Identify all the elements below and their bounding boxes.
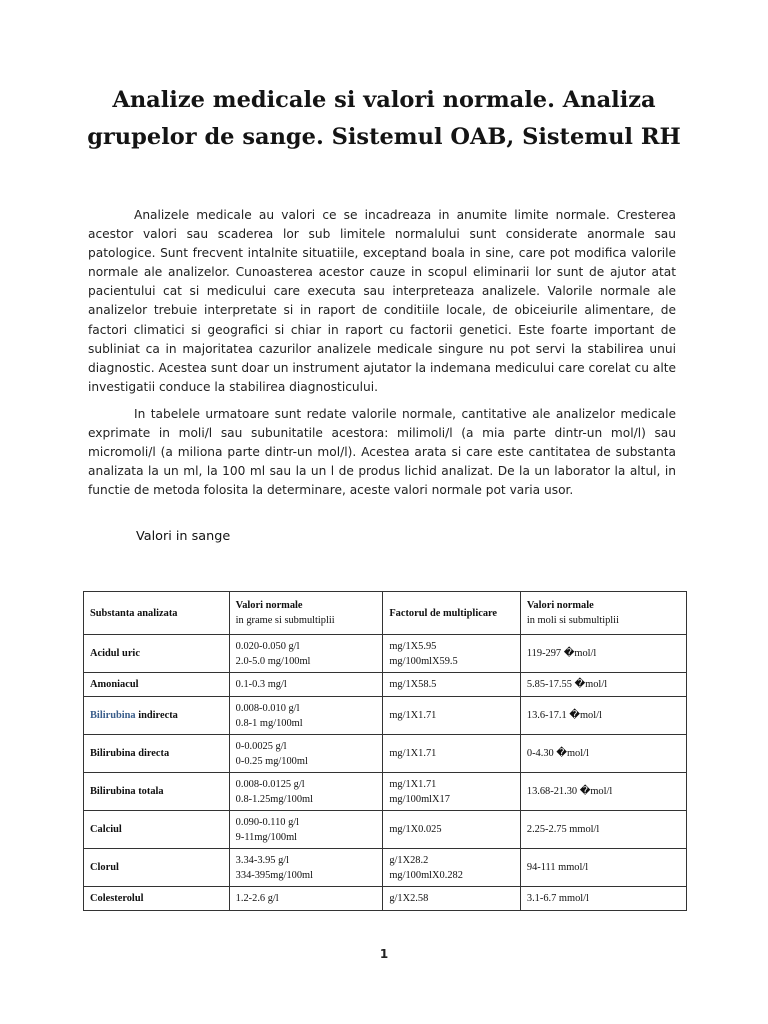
table-header-row [84, 592, 687, 635]
cell-substance [84, 635, 230, 673]
cell-factor [383, 773, 521, 811]
grams-value: 0.008-0.0125 g/l [235, 778, 305, 790]
substance-name: indirecta [135, 710, 178, 721]
substance-name: Colesterolul [90, 893, 144, 904]
cell-normal-grams [229, 697, 383, 735]
header-normal-grams-main: Valori normale [235, 600, 303, 611]
grams-value: 0-0.0025 g/l [235, 740, 287, 752]
factor-value: mg/1X58.5 [389, 679, 437, 690]
substance-name: Calciul [90, 824, 122, 835]
table-body [84, 635, 687, 911]
table-row [84, 635, 687, 673]
cell-factor [383, 673, 521, 697]
factor-value: mg/1X1.71 [389, 748, 437, 759]
paragraph-units: In tabelele urmatoare sunt redate valorile normale, cantitative ale analizelor medicale exprimate in moli/l sau subunitatile acestora: milimoli/l (a mia parte dintr-un mol/l) sau micromoli/l (a miliona parte dintr-un mol/l). Acestea arata si care este cantitatea de substanta analizata la un ml, la 100 ml sau la un l de produs lichid analizat. De la un laborator la altul, in functie de metoda folosita la determinare, aceste valori normale pot varia usor. [88, 407, 676, 498]
cell-normal-moles: 13.6-17.1 �mol/l [520, 697, 686, 735]
cell-normal-moles: 0-4.30 �mol/l [520, 735, 686, 773]
grams-value: 3.34-3.95 g/l [235, 854, 290, 866]
header-normal-moles-sub: in moli si submultiplii [526, 615, 619, 626]
factor-value: mg/100mlX59.5 [389, 655, 458, 667]
header-normal-grams [229, 592, 383, 635]
cell-normal-moles: 3.1-6.7 mmol/l [520, 887, 686, 911]
table-row [84, 697, 687, 735]
factor-value: g/1X28.2 [389, 854, 429, 866]
cell-substance [84, 735, 230, 773]
factor-value: mg/1X5.95 [389, 640, 437, 652]
cell-normal-moles: 119-297 �mol/l [520, 635, 686, 673]
grams-value: 9-11mg/100ml [235, 831, 298, 843]
cell-normal-grams [229, 811, 383, 849]
factor-value: mg/1X0.025 [389, 824, 442, 835]
cell-normal-moles: 2.25-2.75 mmol/l [520, 811, 686, 849]
substance-name: Bilirubina totala [90, 786, 164, 797]
cell-substance [84, 811, 230, 849]
cell-normal-moles: 5.85-17.55 �mol/l [520, 673, 686, 697]
substance-link[interactable]: Bilirubina [90, 710, 136, 721]
cell-substance [84, 849, 230, 887]
cell-factor [383, 635, 521, 673]
page-number: 1 [379, 947, 389, 961]
cell-normal-grams [229, 887, 383, 911]
cell-normal-grams [229, 635, 383, 673]
table-row [84, 773, 687, 811]
factor-value: mg/100mlX17 [389, 793, 450, 805]
grams-value: 0.008-0.010 g/l [235, 702, 300, 714]
grams-value: 0.020-0.050 g/l [235, 640, 300, 652]
cell-normal-grams [229, 849, 383, 887]
grams-value: 0-0.25 mg/100ml [235, 755, 308, 767]
header-substance: Substanta analizata [84, 592, 230, 635]
grams-value: 0.8-1.25mg/100ml [235, 793, 314, 805]
substance-name: Clorul [90, 862, 119, 873]
cell-normal-grams [229, 773, 383, 811]
header-normal-moles-main: Valori normale [526, 600, 594, 611]
factor-value: mg/1X1.71 [389, 710, 437, 721]
factor-value: mg/1X1.71 [389, 778, 437, 790]
cell-substance [84, 773, 230, 811]
substance-name: Amoniacul [90, 679, 139, 690]
factor-value: g/1X2.58 [389, 893, 429, 904]
page-title: Analize medicale si valori normale. Analiza grupelor de sange. Sistemul OAB, Sistemul RH [87, 87, 681, 150]
cell-substance [84, 673, 230, 697]
table-row [84, 887, 687, 911]
cell-normal-grams [229, 673, 383, 697]
header-normal-grams-sub: in grame si submultiplii [235, 615, 335, 626]
table-row [84, 735, 687, 773]
cell-factor [383, 697, 521, 735]
cell-substance [84, 697, 230, 735]
table-row [84, 811, 687, 849]
substance-name: Acidul uric [90, 648, 140, 659]
grams-value: 0.8-1 mg/100ml [235, 717, 303, 729]
cell-normal-grams [229, 735, 383, 773]
table-row [84, 673, 687, 697]
grams-value: 334-395mg/100ml [235, 869, 314, 881]
grams-value: 0.1-0.3 mg/l [235, 679, 287, 690]
paragraph-intro: Analizele medicale au valori ce se incadreaza in anumite limite normale. Cresterea acestor valori sau scaderea lor sub limitele normalului sunt considerate anormale sau patologice. Sunt frecvent intalnite situatiile, exceptand boala in sine, care pot modifica valorile normale ale analizelor. Cunoasterea acestor cauze in scopul eliminarii lor sunt de ajutor atat pacientului cat si medicului care executa sau interpreteaza analizele. Valorile normale ale analizelor trebuie interpretate si in raport de conditiile locale, de obiceiurile alimentare, de factori climatici si geografici si chiar in raport cu factorii genetici. Este foarte important de subliniat ca in majoritatea cazurilor analizele medicale singure nu pot servi la stabilirea unui diagnostic. Acestea sunt doar un instrument ajutator la indemana medicului care corelat cu alte investigatii conduce la stabilirea diagnosticului. [88, 208, 676, 394]
header-factor: Factorul de multiplicare [383, 592, 521, 635]
section-heading: Valori in sange [136, 529, 231, 544]
cell-substance [84, 887, 230, 911]
cell-factor [383, 887, 521, 911]
cell-factor [383, 849, 521, 887]
factor-value: mg/100mlX0.282 [389, 869, 463, 881]
cell-normal-moles: 13.68-21.30 �mol/l [520, 773, 686, 811]
grams-value: 2.0-5.0 mg/100ml [235, 655, 311, 667]
grams-value: 1.2-2.6 g/l [235, 893, 279, 904]
cell-factor [383, 735, 521, 773]
grams-value: 0.090-0.110 g/l [235, 816, 300, 828]
substance-name: Bilirubina directa [90, 748, 170, 759]
cell-factor [383, 811, 521, 849]
header-normal-moles [520, 592, 686, 635]
table-row [84, 849, 687, 887]
blood-values-table [83, 591, 687, 911]
cell-normal-moles: 94-111 mmol/l [520, 849, 686, 887]
